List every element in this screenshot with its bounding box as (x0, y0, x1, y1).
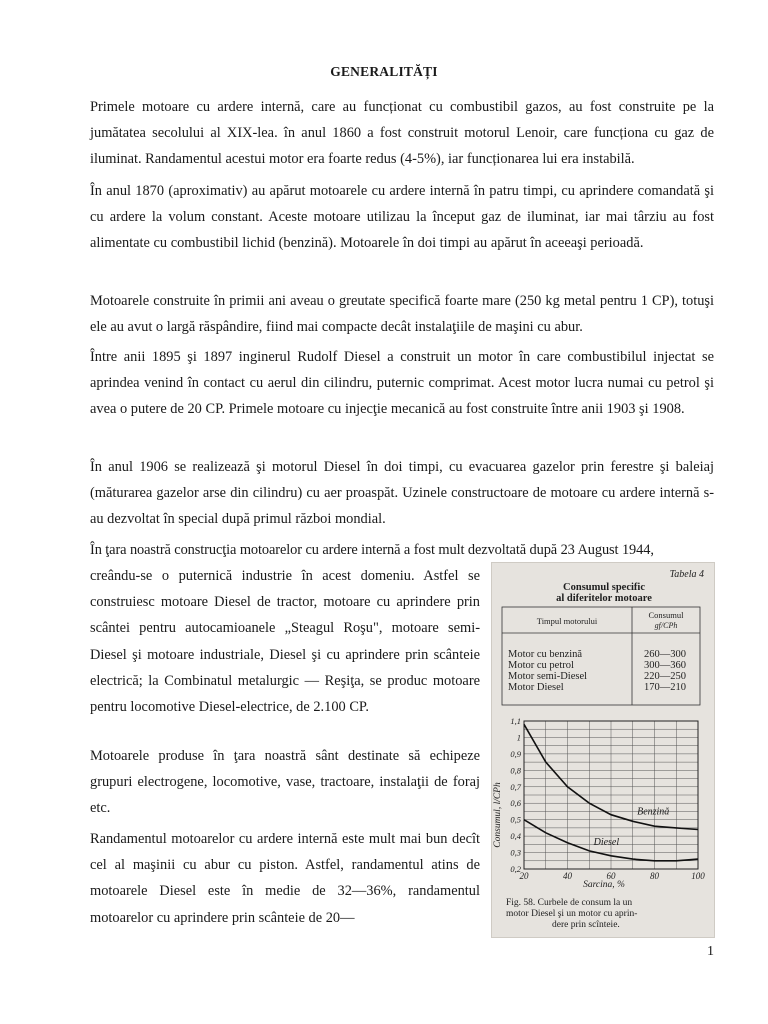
series-label-benzina: Benzină (637, 806, 670, 818)
table-col2-header-line2: gf/CPh (654, 621, 678, 630)
consumption-chart (510, 716, 705, 881)
figure-caption-line2: motor Diesel şi un motor cu aprin- (506, 909, 638, 919)
paragraph-1: Primele motoare cu ardere internă, care au funcționat cu combustibil gazos, au fost construite pe la jumătatea secolului al XIX-lea. în anul 1860 a fost construit motorul Lenoir, care funcționa cu gaz de iluminat. Randamentul acestui motor era foarte redus (4-5%), iar funcționarea lui era instabilă. (90, 99, 714, 168)
x-tick-label: 80 (650, 871, 659, 881)
x-tick-label: 40 (563, 871, 572, 881)
table-row-value: 220—250 (644, 671, 686, 682)
paragraph-3: Motoarele construite în primii ani aveau o greutate specifică foarte mare (250 kg metal pentru 1 CP), totuşi ele au avut o largă răspândire, fiind mai compacte decât instalaţiile de maşini cu abur. (90, 293, 714, 336)
y-tick-label: 0,3 (510, 847, 521, 858)
paragraph-4: Între anii 1895 şi 1897 inginerul Rudolf Diesel a construit un motor în care combustibilul injectat se aprindea venind în contact cu aerul din cilindru, puternic comprimat. Acest motor lucra numai cu petrol şi avea o putere de 20 CP. Primele motoare cu injecţie mecanică au fost construite între anii 1903 şi 1908. (90, 349, 714, 418)
paragraph-5: În anul 1906 se realizează şi motorul Diesel în doi timpi, cu evacuarea gazelor prin ferestre şi baleiaj (măturarea gazelor arse din cilindru) cu aer proaspăt. Uzinele constructoare de motoare cu ardere internă s-au dezvoltat în special după primul război mondial. (90, 459, 714, 528)
x-tick-label: 100 (691, 871, 705, 881)
paragraph-7: Motoarele produse în ţara noastră sânt destinate să echipeze grupuri electrogene, locomotive, vase, tractoare, instalaţii de foraj etc. (90, 748, 480, 817)
y-tick-label: 0,7 (510, 781, 521, 792)
x-axis-label: Sarcina, % (583, 880, 625, 890)
table-row-type: Motor cu petrol (508, 660, 574, 671)
paragraph-6-rest: creându-se o puternică industrie în acest domeniu. Astfel se construiesc motoare Diesel de tractor, motoare cu aprindere prin scântei pentru autocamioanele „Steagul Roşu", motoare semi-Diesel şi motoare industriale, Diesel şi cu aprindere prin scânteie electrică; la Combinatul metalurgic — Reşiţa, se produc motoare pentru locomotive Diesel-electrice, de 2.100 CP. (90, 568, 480, 716)
table-row-type: Motor semi-Diesel (508, 671, 588, 682)
figure-caption-line1: Fig. 58. Curbele de consum la un (506, 898, 633, 908)
page-number: 1 (707, 944, 714, 959)
table-title-line1: Consumul specific (563, 582, 645, 593)
table-row-type: Motor Diesel (508, 682, 564, 693)
table-col2-header-line1: Consumul (648, 610, 684, 620)
y-tick-label: 0,4 (510, 831, 521, 842)
paragraph-2: În anul 1870 (aproximativ) au apărut motoarele cu ardere internă în patru timpi, cu aprindere comandată şi cu ardere la volum constant. Aceste motoare utilizau la început gaz de iluminat, iar mai târziu au fost alimentate cu combustibil lichid (benzină). Motoarele în doi timpi au apărut în aceeaşi perioadă. (90, 183, 714, 252)
y-tick-label: 0,5 (510, 814, 521, 825)
y-tick-label: 1,1 (510, 716, 521, 726)
y-tick-label: 1 (516, 732, 521, 743)
table-row-value: 260—300 (644, 649, 686, 660)
table-col1-header: Timpul motorului (536, 616, 598, 626)
x-tick-label: 20 (519, 871, 529, 881)
table-title-line2: al diferitelor motoare (556, 593, 652, 604)
figure-caption-line3: dere prin scînteie. (552, 920, 620, 930)
y-tick-label: 0,8 (510, 765, 521, 776)
y-tick-label: 0,9 (510, 748, 521, 759)
y-tick-label: 0,2 (510, 864, 521, 874)
scanned-figure (491, 562, 715, 938)
table-row-value: 300—360 (644, 660, 686, 671)
table-row-type: Motor cu benzină (508, 649, 583, 660)
paragraph-6-first-line: În ţara noastră construcţia motoarelor cu ardere internă a fost mult dezvoltată după 23 August 1944, (90, 542, 654, 558)
page-title: GENERALITĂȚI (330, 64, 438, 79)
table-row-value: 170—210 (644, 682, 686, 693)
paragraph-8: Randamentul motoarelor cu ardere internă este mult mai bun decît cel al maşinii cu abur cu piston. Astfel, randamentul atins de motoarele Diesel este în medie de 32—36%, randamentul motoarelor cu aprindere prin scânteie de 20— (90, 831, 480, 926)
x-tick-label: 60 (606, 871, 616, 881)
y-tick-label: 0,6 (510, 798, 521, 809)
table-label: Tabela 4 (669, 569, 704, 580)
y-axis-label: Consumul, l/CPh (493, 782, 503, 848)
series-label-diesel: Diesel (593, 837, 620, 849)
